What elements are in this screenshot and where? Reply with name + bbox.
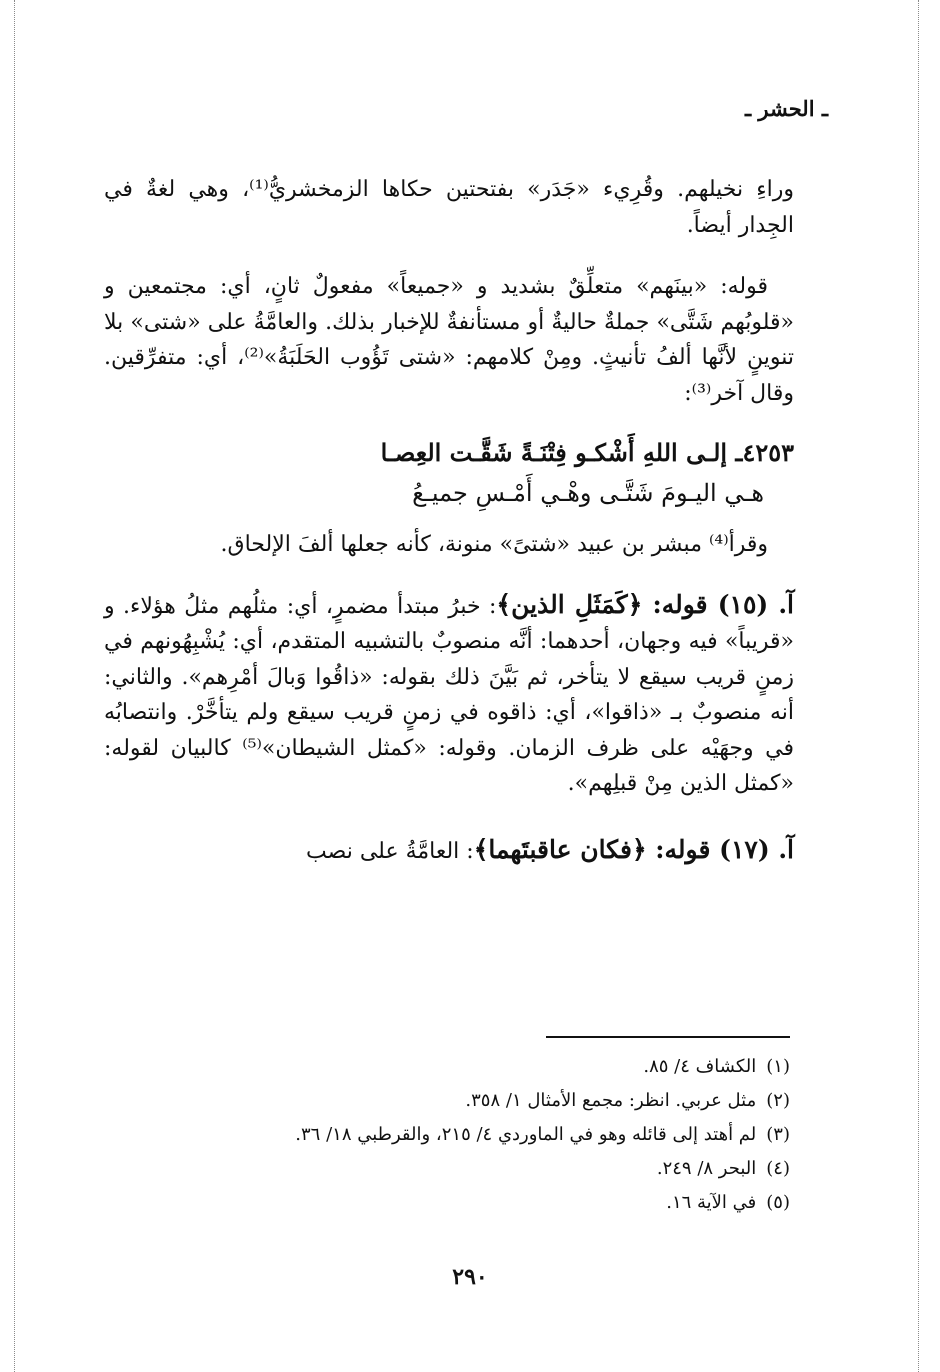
footnote-text: البحر ٨/ ٢٤٩. — [656, 1158, 757, 1179]
footnote-text: لم أهتد إلى قائله وهو في الماوردي ٤/ ٢١٥، والقرطبي ١٨/ ٣٦. — [295, 1124, 757, 1145]
footnote-4 — [170, 1152, 790, 1186]
aya-17-heading: آ. (١٧) قوله: ﴿فكان عاقبتَهما﴾ — [473, 834, 794, 864]
footnote-divider — [546, 1036, 790, 1038]
footnote-text: مثل عربي. انظر: مجمع الأمثال ١/ ٣٥٨. — [465, 1090, 757, 1111]
page-number: ٢٩٠ — [452, 1264, 488, 1290]
footnote-text: الكشاف ٤/ ٨٥. — [643, 1056, 757, 1077]
aya-17-commentary: : العامَّةُ على نصب — [306, 838, 474, 864]
footnote-3 — [170, 1118, 790, 1152]
aya-15-commentary: : خبرُ مبتدأ مضمرٍ، أي: مثلُهم مثلُ هؤلاء. و «قريباً» فيه وجهان، أحدهما: أنَّه منصوبٌ بالتشبيه المتقدم، أي: يُشْبِهُونهم في زمنٍ قريب سيقع لا يتأخر، ثم بَيَّنَ ذلك بقوله: «ذاقُوا وَبالَ أمْرِهم». والثاني: أنه منصوبٌ بـ «ذاقوا»، أي: ذاقوه في زمنٍ قريب سيقع ولم يتأخَّرْ. وانتصابُه في وجهَيْه على ظرف الزمان. وقوله: «كمثل الشيطان»⁽⁵⁾ كالبيان لقوله: «كمثل الذين مِنْ قبلِهم». — [104, 593, 794, 796]
paragraph-2: قوله: «بينَهم» متعلِّقٌ بشديد و «جميعاً» مفعولٌ ثانٍ، أي: مجتمعين و «قلوبُهم شَتَّى» جملةٌ حاليةٌ أو مستأنفةٌ للإخبار بذلك. والعامَّةُ على «شتى» بلا تنوينٍ لأنَّها ألفُ تأنيثٍ. ومِنْ كلامهم: «شتى تَؤُوب الحَلَبَةُ»⁽²⁾، أي: متفرِّقين. وقال آخر⁽³⁾: — [104, 274, 794, 406]
footnote-number: (٢) — [766, 1090, 790, 1111]
aya-15-heading: آ. (١٥) قوله: ﴿كَمَثَلِ الذين﴾ — [496, 589, 795, 619]
paragraph-1: وراءِ نخيلهم. وقُرِيء «جَدَر» بفتحتين حكاها الزمخشريُّ⁽¹⁾، وهي لغةٌ في الجِدار أيضاً. — [104, 177, 794, 238]
scan-edge-left — [14, 0, 15, 1372]
footnote-number: (١) — [766, 1056, 790, 1077]
verse-line-2: هـي اليـومَ شَتَّـى وهْـي أَمْـسِ جميـعُ — [412, 479, 764, 507]
footnote-number: (٣) — [766, 1124, 790, 1145]
footnotes — [170, 1050, 790, 1220]
verse-number: ٤٢٥٣ـ — [735, 438, 794, 467]
footnote-number: (٤) — [766, 1158, 790, 1179]
footnote-1 — [170, 1050, 790, 1084]
verse-line-1 — [104, 433, 794, 473]
footnote-text: في الآية ١٦. — [666, 1192, 757, 1213]
paragraph-5 — [104, 832, 794, 870]
footnote-2 — [170, 1084, 790, 1118]
paragraph-4 — [104, 587, 794, 802]
poetry-verse — [104, 433, 794, 513]
verse-hemistich-1: إلـى اللهِ أَشْكـو فِتْنَـةً شَقَّـت العِصـا — [380, 438, 728, 467]
footnote-number: (٥) — [766, 1192, 790, 1213]
scan-edge-right — [918, 0, 919, 1372]
running-header: ـ الحشر ـ — [744, 96, 828, 121]
paragraph-3: وقرأ⁽⁴⁾ مبشر بن عبيد «شتىً» منونة، كأنه جعلها ألفَ الإلحاق. — [220, 532, 768, 557]
main-text — [104, 172, 794, 869]
footnote-5 — [170, 1186, 790, 1220]
